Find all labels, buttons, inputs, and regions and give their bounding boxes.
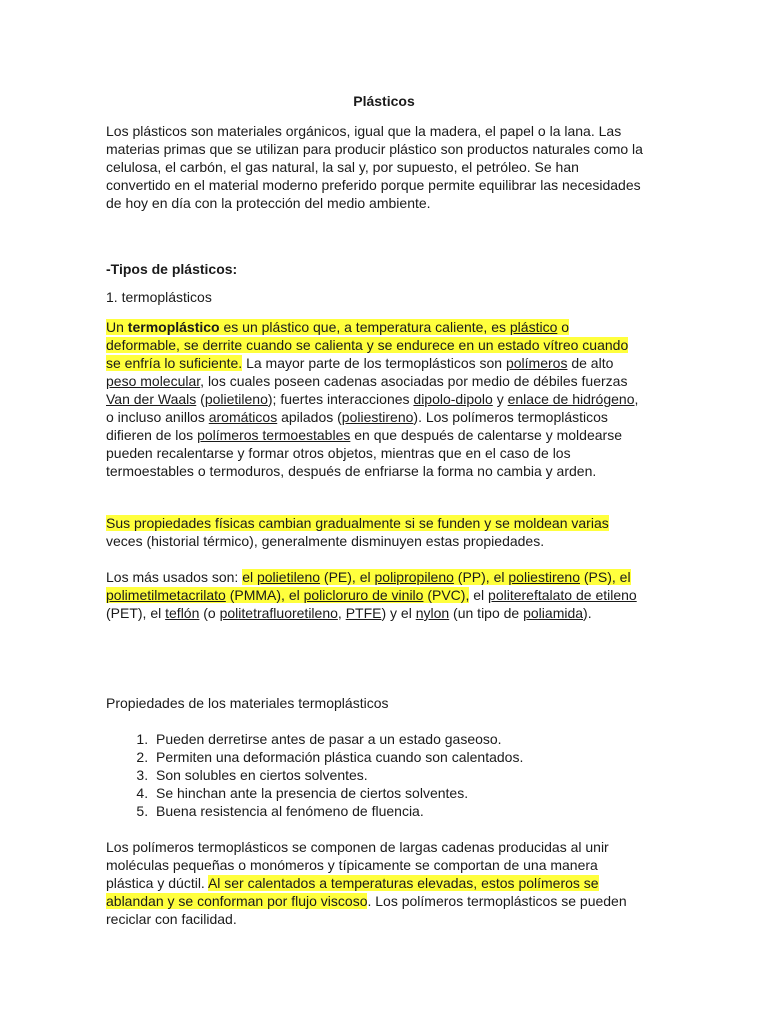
text-run: y	[492, 391, 508, 407]
bold-term: termoplástico	[127, 319, 220, 335]
section-heading	[106, 260, 646, 278]
text-run: ,	[337, 605, 346, 621]
document-title: Plásticos	[353, 93, 415, 109]
link-politereftalato-de-etileno[interactable]: politereftalato de etileno	[488, 587, 637, 603]
list-item: 3. Son solubles en ciertos solventes.	[152, 766, 692, 784]
list-item: 2. Permiten una deformación plástica cuando son calentados.	[152, 748, 692, 766]
text-run: , o incluso anillos	[106, 391, 639, 425]
text-run: (PP), el	[453, 569, 509, 585]
link-polietileno[interactable]: polietileno	[256, 569, 321, 585]
link-aromaticos[interactable]: aromáticos	[208, 409, 278, 425]
link-polimeros[interactable]: polímeros	[505, 355, 568, 371]
text-run: ) y el	[381, 605, 416, 621]
link-poliestireno[interactable]: poliestireno	[508, 569, 580, 585]
text-run: , los cuales poseen cadenas asociadas por medio de débiles fuerzas	[200, 373, 628, 389]
link-nylon[interactable]: nylon	[415, 605, 450, 621]
text-run: La mayor parte de los termoplásticos son	[242, 355, 506, 371]
highlighted-text: Al ser calentados a temperaturas elevadas, estos polímeros se ablandan y se conforman por flujo viscoso	[106, 875, 599, 909]
text-run: el	[242, 569, 257, 585]
link-plastico[interactable]: plástico	[509, 319, 558, 335]
subheading-termoplasticos: 1. termoplásticos	[106, 289, 212, 305]
link-peso-molecular[interactable]: peso molecular	[106, 373, 201, 389]
link-dipolo-dipolo[interactable]: dipolo-dipolo	[413, 391, 493, 407]
link-poliamida[interactable]: poliamida	[523, 605, 584, 621]
link-polimetilmetacrilato[interactable]: polimetilmetacrilato	[106, 587, 226, 603]
text-run: en que después de calentarse y moldearse pueden recalentarse y formar otros objetos, mientras que en el caso de los termoestables o termoduros, después de enfriarse la forma no cambia y arden.	[106, 427, 622, 479]
list-item: 1. Pueden derretirse antes de pasar a un estado gaseoso.	[152, 730, 692, 748]
most-used-paragraph	[106, 568, 646, 622]
text-run: . Los polímeros termoplásticos se pueden reciclar con facilidad.	[106, 893, 627, 927]
link-polimeros-termoestables[interactable]: polímeros termoestables	[197, 427, 351, 443]
text-run: (	[196, 391, 205, 407]
text-run: (PMMA), el	[225, 587, 304, 603]
properties-list	[106, 730, 692, 820]
text-run: (un tipo de	[449, 605, 524, 621]
section-heading-text: -Tipos de plásticos:	[106, 261, 238, 277]
text-run: Los polímeros termoplásticos se componen de largas cadenas producidas al unir moléculas pequeñas o monómeros y típicamente se comportan de una manera plástica y dúctil.	[106, 839, 609, 891]
text-run: el	[469, 587, 489, 603]
list-item: 5. Buena resistencia al fenómeno de fluencia.	[152, 802, 692, 820]
text-run: ).	[583, 605, 592, 621]
text-run: ). Los polímeros termoplásticos difieren de los	[106, 409, 608, 443]
highlighted-text: Sus propiedades físicas cambian gradualmente si se funden y se moldean varias	[106, 515, 609, 531]
link-polipropileno[interactable]: polipropileno	[374, 569, 454, 585]
text-run: (PET), el	[106, 605, 166, 621]
link-teflon[interactable]: teflón	[165, 605, 200, 621]
text-run: ); fuertes interacciones	[267, 391, 414, 407]
list-item: 4. Se hinchan ante la presencia de ciertos solventes.	[152, 784, 692, 802]
intro-paragraph: Los plásticos son materiales orgánicos, igual que la madera, el papel o la lana. Las materias primas que se utilizan para producir plástico son productos naturales como la celulosa, el carbón, el gas natural, la sal y, por supuesto, el petróleo. Se han convertido en el material moderno preferido porque permite equilibrar las necesidades de hoy en día con la protección del medio ambiente.	[106, 123, 643, 211]
composition-paragraph	[106, 838, 646, 928]
text-run: (PS), el	[580, 569, 631, 585]
text-run: de alto	[567, 355, 614, 371]
link-polietileno[interactable]: polietileno	[204, 391, 268, 407]
thermoplastic-definition-paragraph	[106, 318, 646, 480]
text-run: apilados (	[277, 409, 342, 425]
text-run: (PVC),	[423, 587, 470, 603]
properties-heading: Propiedades de los materiales termoplásticos	[106, 695, 389, 711]
text-run: (PE), el	[320, 569, 375, 585]
text-run: veces (historial térmico), generalmente disminuyen estas propiedades.	[106, 533, 545, 549]
link-van-der-waals[interactable]: Van der Waals	[106, 391, 197, 407]
text-run: es un plástico que, a temperatura caliente, es	[219, 319, 510, 335]
text-run: (o	[199, 605, 220, 621]
link-ptfe[interactable]: PTFE	[345, 605, 382, 621]
physical-properties-paragraph	[106, 514, 646, 550]
link-policloruro-de-vinilo[interactable]: policloruro de vinilo	[303, 587, 424, 603]
link-enlace-de-hidrogeno[interactable]: enlace de hidrógeno	[507, 391, 635, 407]
text-run: Los más usados son:	[106, 569, 243, 585]
link-politetrafluoretileno[interactable]: politetrafluoretileno	[219, 605, 338, 621]
text-run: Un	[106, 319, 128, 335]
text-run: o deformable, se derrite cuando se calienta y se endurece en un estado vítreo cuando se enfría lo suficiente.	[106, 319, 629, 371]
link-poliestireno[interactable]: poliestireno	[341, 409, 414, 425]
